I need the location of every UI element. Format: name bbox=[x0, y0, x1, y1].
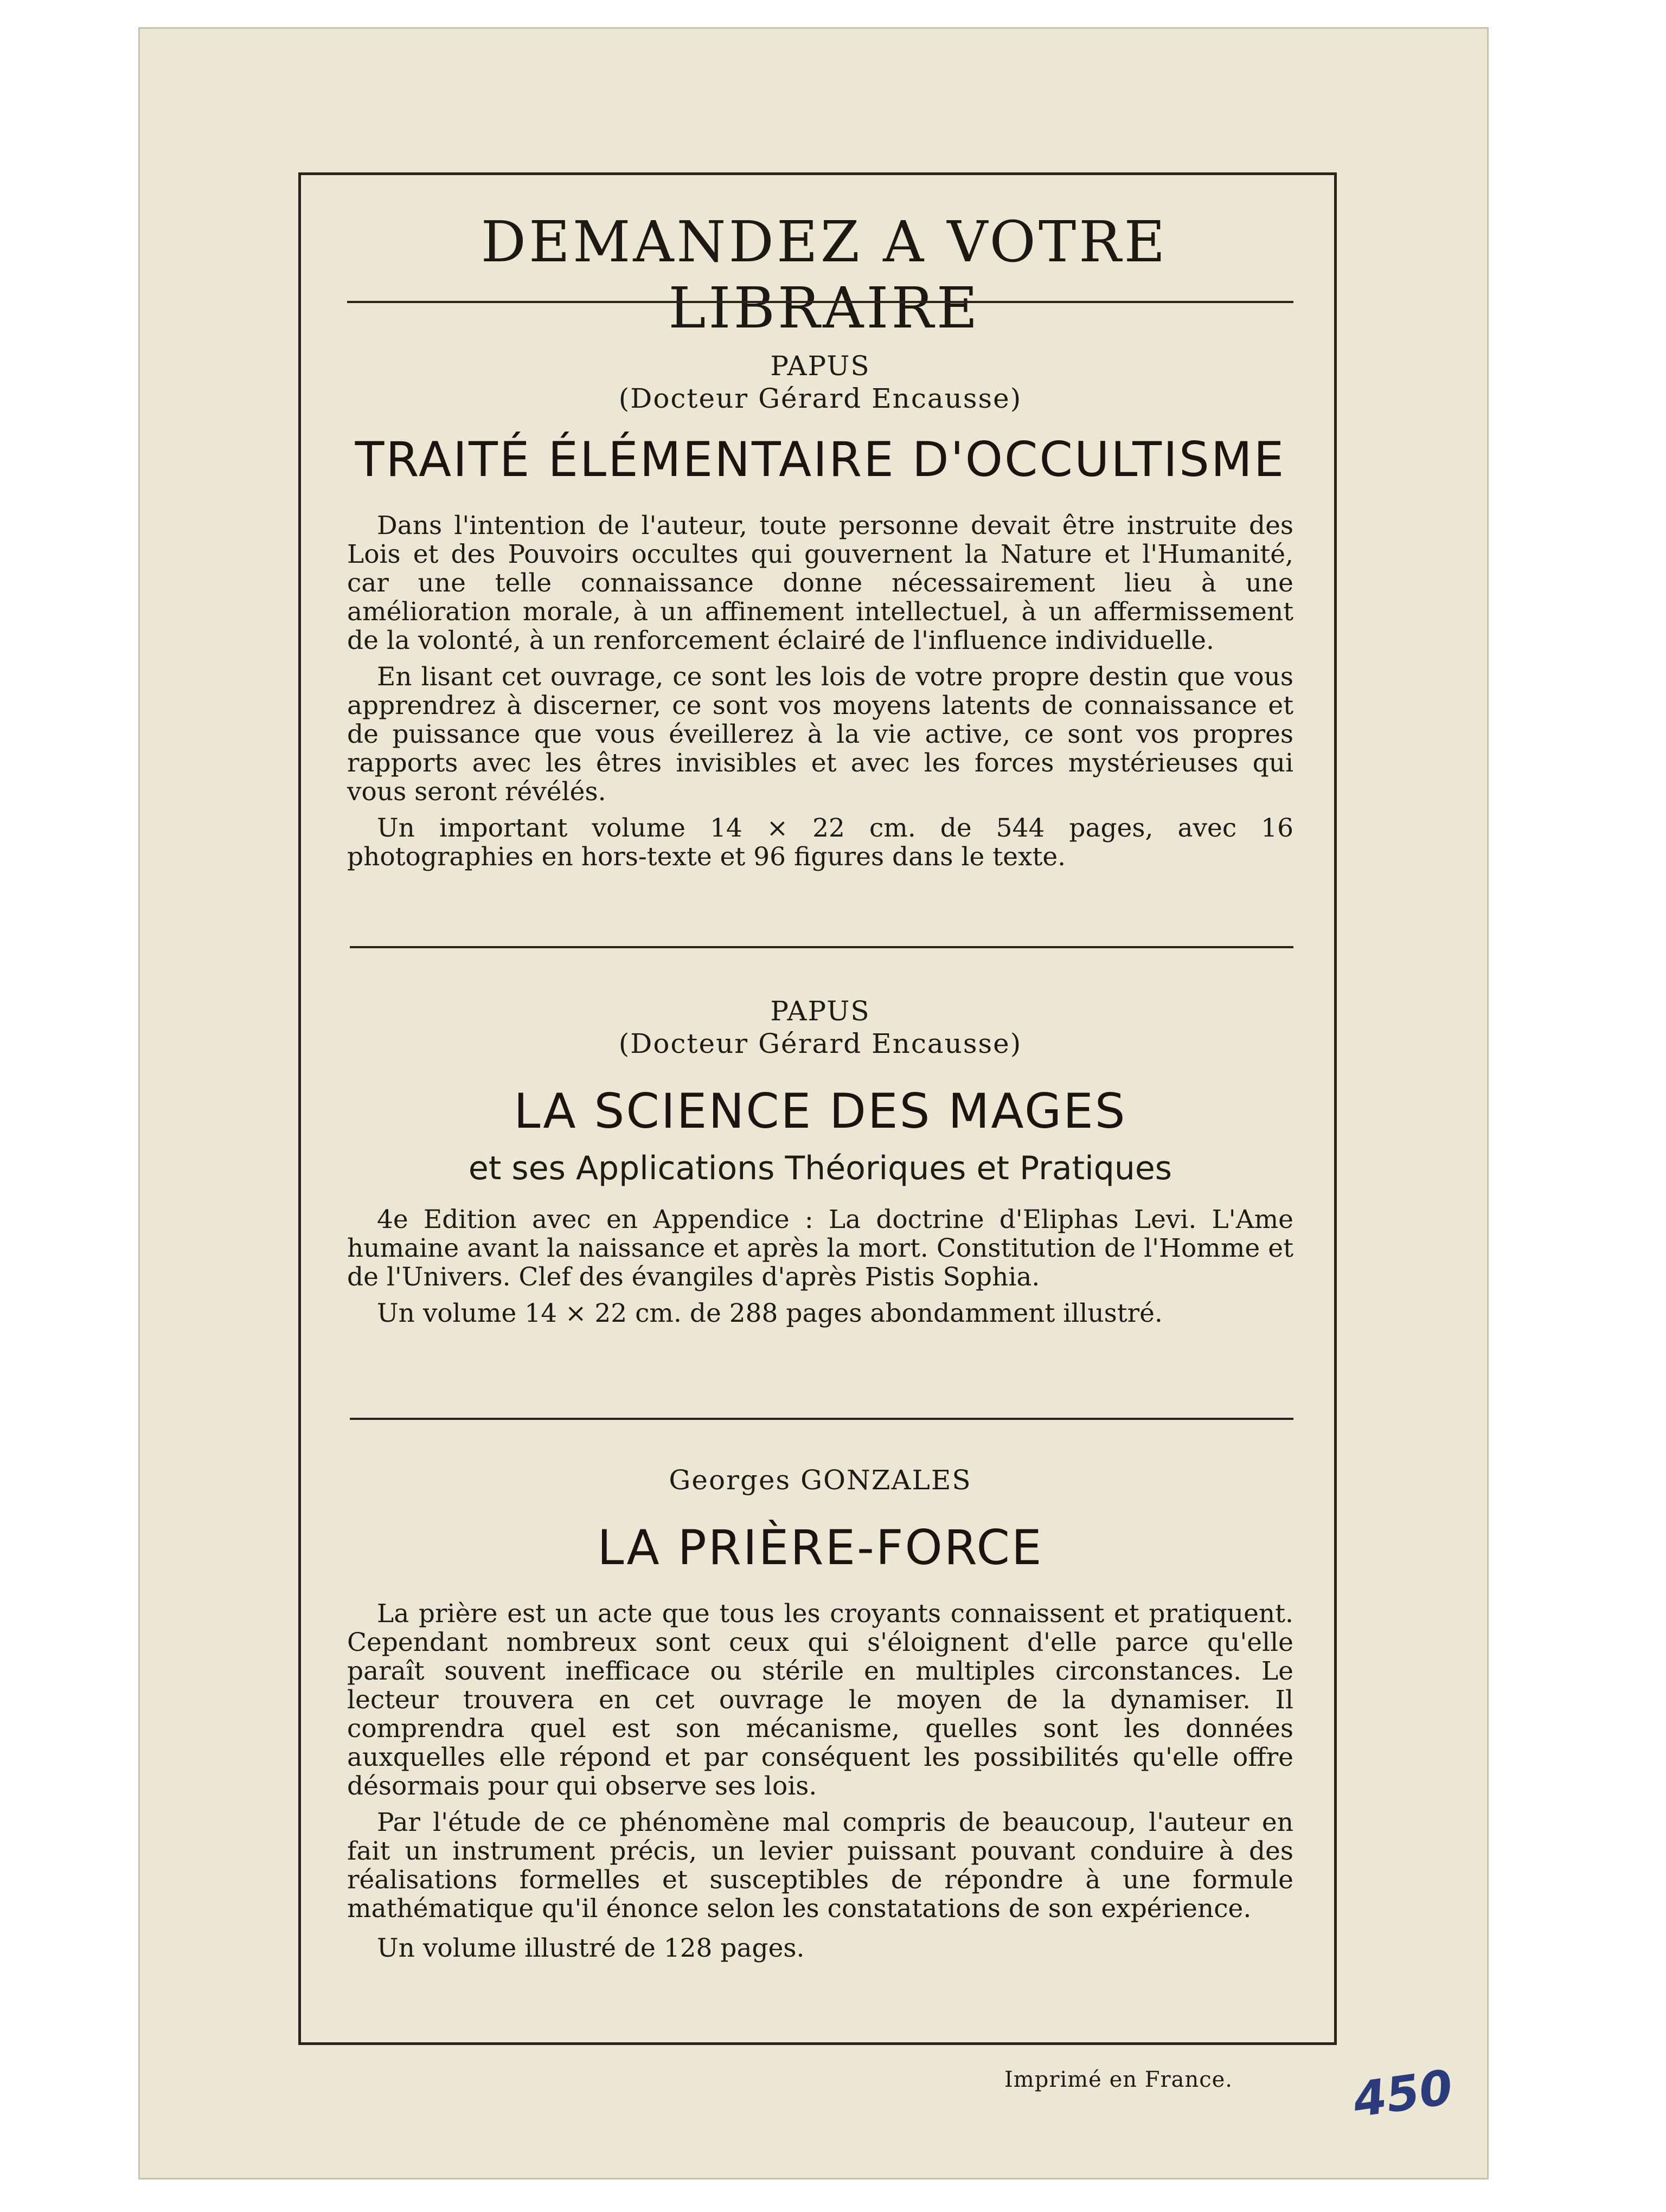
section-divider bbox=[350, 1418, 1293, 1420]
book-2-author-note: (Docteur Gérard Encausse) bbox=[618, 1028, 1022, 1059]
book-2-paragraph: 4e Edition avec en Appendice : La doctrine d'Eliphas Levi. L'Ame humaine avant la naissance et après la mort. Constitution de l'Homme et de l'Univers. Clef des évangiles d'après Pistis Sophia. bbox=[347, 1205, 1293, 1292]
book-1-paragraph: Un important volume 14 × 22 cm. de 544 pages, avec 16 photographies en hors-texte et 96 figures dans le texte. bbox=[347, 813, 1293, 872]
page-title: DEMANDEZ A VOTRE LIBRAIRE bbox=[480, 209, 1168, 341]
book-2-section bbox=[347, 995, 1293, 1328]
book-1-title: TRAITÉ ÉLÉMENTAIRE D'OCCULTISME bbox=[355, 432, 1286, 487]
book-2-paragraph: Un volume 14 × 22 cm. de 288 pages abondamment illustré. bbox=[377, 1298, 1163, 1328]
book-3-author: Georges GONZALES bbox=[669, 1464, 972, 1496]
handwritten-price-mark: 450 bbox=[1349, 2059, 1456, 2129]
book-3-section bbox=[347, 1464, 1293, 1963]
section-divider bbox=[350, 946, 1293, 948]
book-1-section bbox=[347, 350, 1293, 871]
printed-in-france-note: Imprimé en France. bbox=[1004, 2067, 1233, 2092]
book-3-paragraph: La prière est un acte que tous les croyants connaissent et pratiquent. Cependant nombreux sont ceux qui s'éloignent d'elle parce qu'elle paraît souvent inefficace ou stérile en multiples circonstances. Le lecteur trouvera en cet ouvrage le moyen de la dynamiser. Il comprendra quel est son mécanisme, quelles sont les données auxquelles elle répond et par conséquent les possibilités qu'elle offre désormais pour qui observe ses lois. bbox=[347, 1599, 1293, 1801]
book-2-title: LA SCIENCE DES MAGES bbox=[514, 1083, 1127, 1139]
book-2-author: PAPUS bbox=[770, 995, 870, 1027]
book-1-author: PAPUS bbox=[770, 350, 870, 382]
book-1-paragraph: Dans l'intention de l'auteur, toute personne devait être instruite des Lois et des Pouvoirs occultes qui gouvernent la Nature et l'Humanité, car une telle connaissance donne nécessairement lieu à une amélioration morale, à un affinement intellectuel, à un affermissement de la volonté, à un renforcement éclairé de l'influence individuelle. bbox=[347, 511, 1293, 655]
book-3-title: LA PRIÈRE-FORCE bbox=[597, 1520, 1043, 1576]
book-1-paragraph: En lisant cet ouvrage, ce sont les lois de votre propre destin que vous apprendrez à discerner, ce sont vos moyens latents de connaissance et de puissance que vous éveillerez à la vie active, ce sont vos propres rapports avec les êtres invisibles et avec les forces mystérieuses qui vous seront révélés. bbox=[347, 662, 1293, 807]
title-divider bbox=[347, 301, 1293, 303]
book-3-paragraph: Un volume illustré de 128 pages. bbox=[377, 1933, 805, 1963]
book-3-paragraph: Par l'étude de ce phénomène mal compris de beaucoup, l'auteur en fait un instrument précis, un levier puissant pouvant conduire à des réalisations formelles et susceptibles de répondre à une formule mathématique qu'il énonce selon les constatations de son expérience. bbox=[347, 1808, 1293, 1924]
book-2-subtitle: et ses Applications Théoriques et Pratiques bbox=[468, 1149, 1172, 1187]
book-1-author-note: (Docteur Gérard Encausse) bbox=[618, 383, 1022, 414]
